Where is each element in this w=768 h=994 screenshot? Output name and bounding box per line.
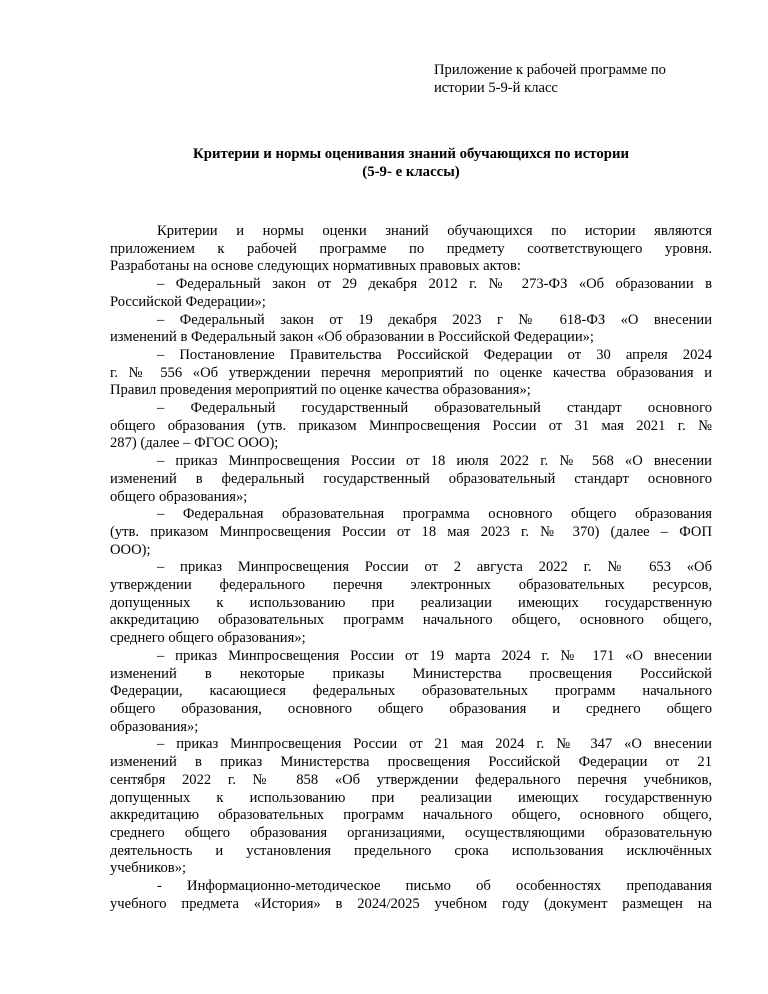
document-title: [110, 146, 712, 181]
body-line: общего образования»;: [110, 488, 248, 505]
body-line: образования»;: [110, 718, 199, 735]
header-annotation: [434, 62, 734, 97]
body-line: – приказ Минпросвещения России от 2 августа 2022 г. № 653 «Об: [157, 559, 712, 576]
body-line: общего образования, основного общего образования и среднего общего: [110, 700, 712, 717]
body-line: сентября 2022 г. № 858 «Об утверждении федерального перечня учебников,: [110, 771, 712, 788]
header-line: истории 5-9-й класс: [434, 79, 558, 96]
body-line: аккредитацию образовательных программ начального общего, основного общего,: [110, 612, 712, 629]
body-line: утверждении федерального перечня электронных образовательных ресурсов,: [110, 577, 712, 594]
body-line: изменений в некоторые приказы Министерства просвещения Российской: [110, 665, 712, 682]
body-line: – Федеральная образовательная программа основного общего образования: [157, 506, 712, 523]
title-line: Критерии и нормы оценивания знаний обучающихся по истории: [192, 146, 630, 162]
body-line: изменений в федеральный государственный образовательный стандарт основного: [110, 470, 712, 487]
body-line: – Федеральный закон от 19 декабря 2023 г № 618-ФЗ «О внесении: [157, 311, 712, 328]
body-line: – Федеральный государственный образовательный стандарт основного: [157, 400, 712, 417]
body-line: учебного предмета «История» в 2024/2025 учебном году (документ размещен на: [110, 895, 712, 912]
header-line: Приложение к рабочей программе по: [434, 62, 666, 78]
body-line: учебников»;: [110, 860, 187, 877]
body-line: деятельность и установления предельного срока использования исключённых: [110, 842, 712, 859]
body-line: Разработаны на основе следующих нормативных правовых актов:: [110, 258, 521, 275]
body-line: Российской Федерации»;: [110, 293, 266, 310]
body-line: среднего общего образования организациями, осуществляющими образовательную: [110, 824, 712, 841]
body-line: Правил проведения мероприятий по оценке качества образования»;: [110, 382, 531, 399]
body-line: изменений в приказ Министерства просвещения Российской Федерации от 21: [110, 754, 712, 771]
body-line: – приказ Минпросвещения России от 19 марта 2024 г. № 171 «О внесении: [157, 647, 712, 664]
body-line: – Федеральный закон от 29 декабря 2012 г. № 273-ФЗ «Об образовании в: [157, 276, 712, 293]
body-line: – приказ Минпросвещения России от 18 июля 2022 г. № 568 «О внесении: [157, 453, 712, 470]
body-line: (утв. приказом Минпросвещения России от 18 мая 2023 г. № 370) (далее – ФОП: [110, 523, 712, 540]
body-line: изменений в Федеральный закон «Об образовании в Российской Федерации»;: [110, 329, 594, 346]
body-line: допущенных к использованию при реализации имеющих государственную: [110, 594, 712, 611]
body-line: – Постановление Правительства Российской Федерации от 30 апреля 2024: [157, 346, 712, 363]
body-line: – приказ Минпросвещения России от 21 мая 2024 г. № 347 «О внесении: [157, 736, 712, 753]
body-line: аккредитацию образовательных программ начального общего, основного общего,: [110, 807, 712, 824]
body-line: приложением к рабочей программе по предмету соответствующего уровня.: [110, 240, 712, 257]
body-line: г. № 556 «Об утверждении перечня мероприятий по оценке качества образования и: [110, 364, 712, 381]
document-body: [110, 223, 712, 913]
body-line: общего образования (утв. приказом Минпросвещения России от 31 мая 2021 г. №: [110, 417, 712, 434]
title-line: (5-9- е классы): [362, 163, 460, 180]
body-line: Федерации, касающиеся федеральных образовательных программ начального: [110, 683, 712, 700]
body-line: среднего общего образования»;: [110, 630, 306, 647]
body-line: - Информационно-методическое письмо об особенностях преподавания: [157, 878, 712, 895]
body-line: 287) (далее – ФГОС ООО);: [110, 435, 279, 452]
body-line: ООО);: [110, 541, 151, 558]
body-line: допущенных к использованию при реализации имеющих государственную: [110, 789, 712, 806]
body-line: Критерии и нормы оценки знаний обучающихся по истории являются: [157, 223, 712, 239]
